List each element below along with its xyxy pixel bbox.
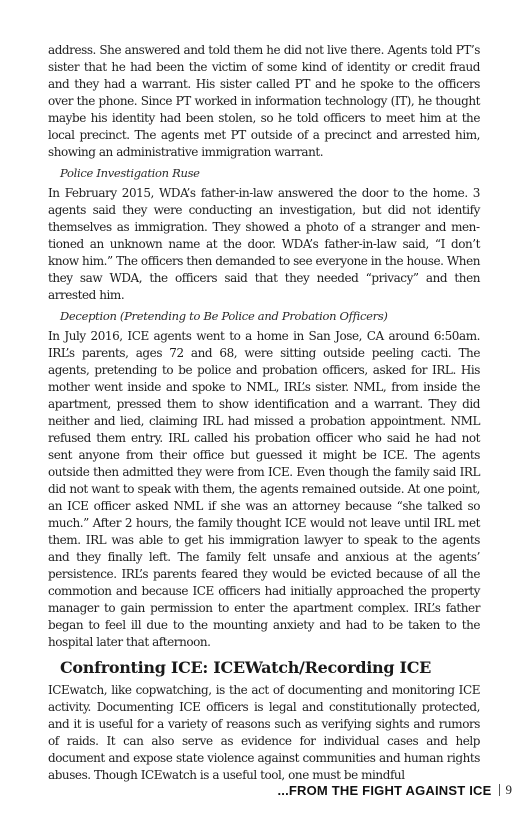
footer-divider [499, 784, 500, 796]
section-heading-icewatch: Confronting ICE: ICEWatch/Recording ICE [60, 658, 432, 677]
body-paragraph-wda-arrest: In February 2015, WDA’s father-in-law answered the door to the home. 3 agents said they were conducting an investigation, but did not identify themselves as immigration. They showed a photo of a stranger and mentioned an unknown name at the door. WDA’s father-in-law said, “I don’t know him.” The officers then demanded to see everyone in the house. When they saw WDA, the officers said that they needed “privacy” and then arrested him. [48, 186, 480, 302]
body-paragraph-icewatch: ICEwatch, like copwatching, is the act of documenting and monitoring ICE activity. Documenting ICE officers is legal and constitutionally protected, and it is useful for a variety of reasons such as verifying sights and rumors of raids. It can also serve as evidence for individual cases and help document and expose state violence against communities and human rights abuses. Though ICEwatch is a useful tool, one must be mindful [48, 683, 480, 782]
page-content [48, 42, 480, 784]
page-footer [277, 782, 512, 798]
body-paragraph-irl-incident: In July 2016, ICE agents went to a home in San Jose, CA around 6:50am. IRL’s parents, ages 72 and 68, were sitting outside peeling cacti. The agents, pretending to be police and probation officers, asked for IRL. His mother went inside and spoke to NML, IRL’s sister. NML, from inside the apartment, pressed them to show identification and a warrant. They did neither and lied, claiming IRL had missed a probation appointment. NML refused them entry. IRL called his probation officer who said he had not sent anyone from their office but guessed it might be ICE. The agents outside then admitted they were from ICE. Even though the family said IRL did not want to speak with them, the agents remained outside. At one point, an ICE officer asked NML if she was an attorney because “she talked so much.” After 2 hours, the family thought ICE would not leave until IRL met them. IRL was able to get his immigration lawyer to speak to the agents and they finally left. The family felt unsafe and anxious at the agents’ persistence. IRL’s parents feared they would be evicted because of all the commotion and because ICE officers had initially approached the property manager to gain permission to enter the apartment complex. IRL’s father began to feel ill due to the mounting anxiety and had to be taken to the hospital later that afternoon. [48, 329, 480, 649]
body-paragraph-pt-arrest: address. She answered and told them he did not live there. Agents told PT’s sister that he had been the victim of some kind of identity or credit fraud and they had a warrant. His sister called PT and he spoke to the officers over the phone. Since PT worked in information technology (IT), he thought maybe his identity had been stolen, so he told officers to meet him at the local precinct. The agents met PT outside of a precinct and arrested him, showing an administrative immigration warrant. [48, 43, 480, 159]
page-number: 9 [505, 782, 512, 797]
footer-book-title: ...FROM THE FIGHT AGAINST ICE [277, 782, 492, 798]
subheading-deception: Deception (Pretending to Be Police and Probation Officers) [60, 309, 388, 323]
subheading-police-ruse: Police Investigation Ruse [60, 166, 200, 180]
